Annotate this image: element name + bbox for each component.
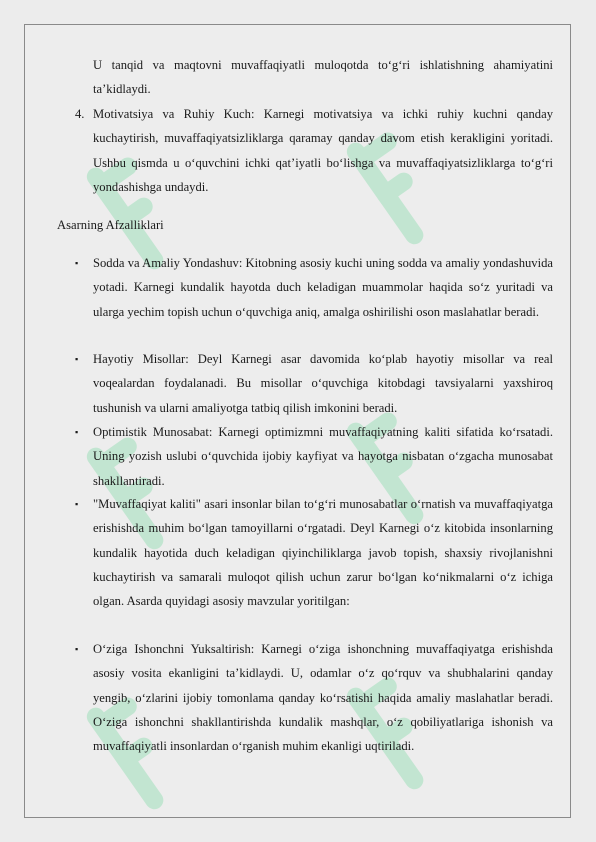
numbered-list-item: Motivatsiya va Ruhiy Kuch: Karnegi motivatsiya va ichki ruhiy kuchni qanday kuchaytirish, muvaffaqiyatsizliklarga qaramay qanday davom etish kerakligini yoritadi. Ushbu qismda u o‘quvchini ichki qat’iyatli bo‘lishga va muvaffaqiyatsizliklarga to‘g‘ri yondashishga undaydi.: [93, 107, 553, 194]
document-page: [24, 24, 571, 818]
list-item: Hayotiy Misollar: Deyl Karnegi asar davomida ko‘plab hayotiy misollar va real voqealardan foydalanadi. Bu misollar o‘quvchiga kitobdagi tavsiyalarni yaxshiroq tushunish va ularni amaliyotga tatbiq qilish imkonini beradi.: [93, 352, 553, 415]
continuation-paragraph: U tanqid va maqtovni muvaffaqiyatli muloqotda to‘g‘ri ishlatishning ahamiyatini ta’kidlaydi.: [93, 58, 553, 97]
bullet-marker: ▪: [75, 644, 79, 654]
list-item: "Muvaffaqiyat kaliti" asari insonlar bilan to‘g‘ri munosabatlar o‘rnatish va muvaffaqiyatga erishishda muhim bo‘lgan tamoyillarni o‘rgatadi. Deyl Karnegi o‘z kitobida insonlarning kundalik hayotida duch keladigan qiyinchiliklarga javob topish, shaxsiy rivojlanishni kuchaytirish va samarali muloqot qilish uchun zarur bo‘lgan ko‘nikmalarni o‘z ichiga olgan. Asarda quyidagi asosiy mavzular yoritilgan:: [93, 497, 553, 609]
list-item: Sodda va Amaliy Yondashuv: Kitobning asosiy kuchi uning sodda va amaliy yondashuvida yotadi. Karnegi kundalik hayotda duch keladigan muammolar haqida so‘z yuritadi va ularga yechim topish uchun o‘quvchiga aniq, amalga oshirilishi oson maslahatlar beradi.: [93, 256, 553, 319]
bullet-marker: ▪: [75, 258, 79, 268]
list-item: O‘ziga Ishonchni Yuksaltirish: Karnegi o‘ziga ishonchning muvaffaqiyatga erishishda asosiy vosita ekanligini ta’kidlaydi. U, odamlar o‘z qo‘rquv va shubhalarini qanday yengib, o‘zlarini ijobiy tomonlama qanday ko‘rsatishi haqida amaliy maslahatlar beradi. O‘ziga ishonchni shakllantirishda kundalik mashqlar, o‘z qobiliyatlariga ishonish va muvaffaqiyatli insonlardan o‘rganish muhim ekanligi uqtiriladi.: [93, 642, 553, 754]
bullet-marker: ▪: [75, 427, 79, 437]
bullet-marker: ▪: [75, 354, 79, 364]
section-heading: Asarning Afzalliklari: [57, 218, 164, 232]
document-body: [25, 25, 570, 817]
list-number: 4.: [75, 107, 85, 121]
list-item: Optimistik Munosabat: Karnegi optimizmni muvaffaqiyatning kaliti sifatida ko‘rsatadi. Uning yozish uslubi o‘quvchida ijobiy kayfiyat va hayotga nisbatan o‘zgacha munosabat shakllantiradi.: [93, 425, 553, 488]
bullet-marker: ▪: [75, 499, 79, 509]
